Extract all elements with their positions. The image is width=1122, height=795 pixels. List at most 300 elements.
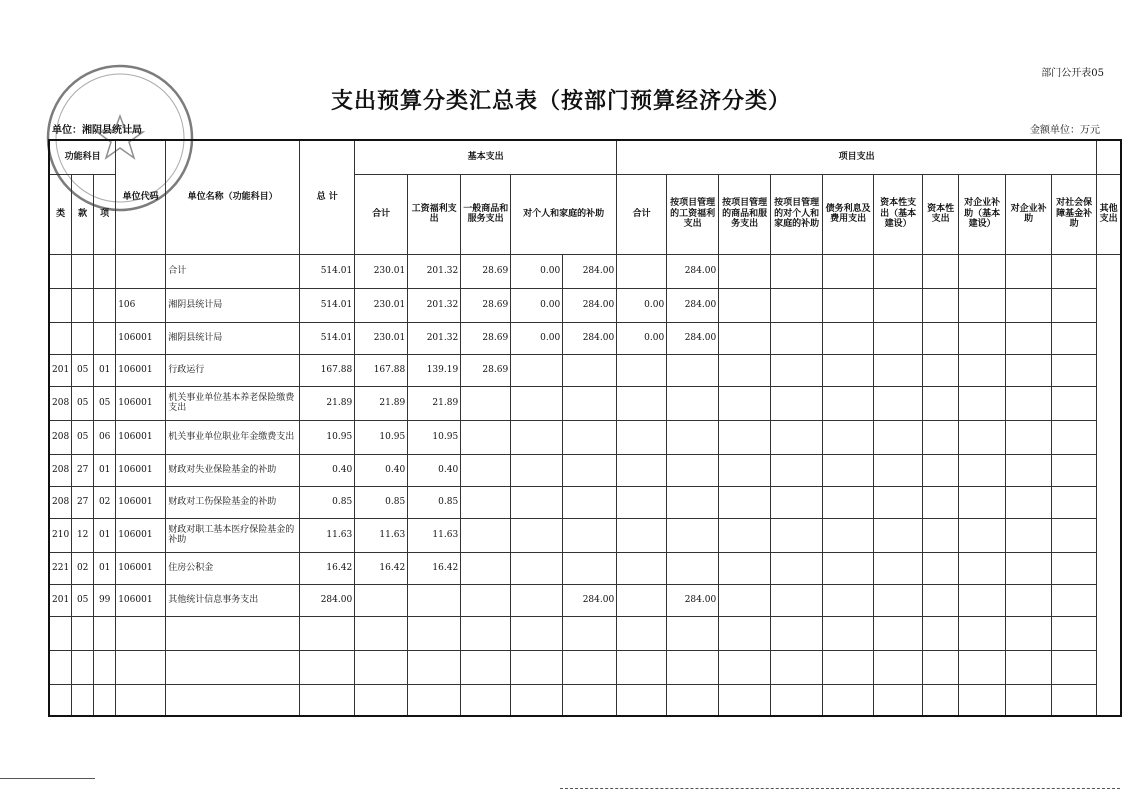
cell-value [617, 486, 667, 518]
cell-value [823, 420, 874, 454]
cell-lei [49, 650, 72, 684]
cell-kuan [72, 254, 94, 288]
cell-value [771, 584, 823, 616]
cell-value [771, 552, 823, 584]
cell-unit-name [166, 650, 300, 684]
cell-value [719, 518, 771, 552]
cell-value [511, 518, 563, 552]
cell-value [771, 518, 823, 552]
cell-lei: 221 [49, 552, 72, 584]
cell-value [461, 684, 511, 716]
cell-value [874, 486, 923, 518]
cell-xiang: 05 [94, 386, 116, 420]
cell-value [771, 354, 823, 386]
cell-value [959, 584, 1006, 616]
cell-value [1006, 584, 1052, 616]
cell-value [667, 518, 719, 552]
scan-line-left [0, 778, 95, 779]
cell-kuan: 27 [72, 454, 94, 486]
cell-value [408, 650, 461, 684]
table-row [49, 420, 1121, 454]
cell-value [1052, 288, 1097, 322]
cell-kuan [72, 288, 94, 322]
cell-value [1006, 354, 1052, 386]
cell-value [874, 322, 923, 354]
table-row [49, 486, 1121, 518]
cell-value [923, 288, 959, 322]
cell-value [874, 254, 923, 288]
cell-value [300, 616, 355, 650]
cell-value [959, 420, 1006, 454]
cell-value [874, 684, 923, 716]
budget-table [48, 139, 1122, 717]
cell-value: 21.89 [300, 386, 355, 420]
cell-xiang [94, 254, 116, 288]
cell-value [1006, 552, 1052, 584]
cell-value [874, 420, 923, 454]
cell-lei [49, 322, 72, 354]
cell-value [874, 454, 923, 486]
cell-value: 11.63 [300, 518, 355, 552]
cell-value [617, 584, 667, 616]
cell-value [823, 486, 874, 518]
cell-value [617, 420, 667, 454]
cell-value [771, 684, 823, 716]
header-project-enterprise-construction: 对企业补助（基本建设） [959, 174, 1006, 254]
cell-value [617, 616, 667, 650]
cell-kuan [72, 650, 94, 684]
cell-value [771, 420, 823, 454]
cell-unit-code [116, 684, 166, 716]
cell-value [408, 616, 461, 650]
cell-value [823, 518, 874, 552]
cell-value [408, 584, 461, 616]
cell-value [300, 684, 355, 716]
cell-value [771, 322, 823, 354]
cell-value [771, 386, 823, 420]
cell-value: 167.88 [300, 354, 355, 386]
cell-value [511, 386, 563, 420]
cell-xiang: 01 [94, 354, 116, 386]
cell-value: 16.42 [300, 552, 355, 584]
cell-value: 16.42 [355, 552, 408, 584]
cell-value [923, 684, 959, 716]
cell-value [823, 354, 874, 386]
cell-value [874, 584, 923, 616]
cell-value [771, 454, 823, 486]
cell-kuan [72, 322, 94, 354]
cell-xiang: 01 [94, 454, 116, 486]
header-project-capital: 资本性支出 [923, 174, 959, 254]
cell-value: 284.00 [563, 288, 617, 322]
cell-value [511, 354, 563, 386]
cell-value: 230.01 [355, 322, 408, 354]
cell-value: 284.00 [563, 584, 617, 616]
cell-value [461, 454, 511, 486]
cell-value [823, 254, 874, 288]
cell-value [1052, 486, 1097, 518]
cell-value [823, 454, 874, 486]
cell-value [719, 454, 771, 486]
cell-value [511, 552, 563, 584]
cell-xiang [94, 288, 116, 322]
cell-value [874, 518, 923, 552]
cell-value [959, 454, 1006, 486]
cell-value [461, 552, 511, 584]
cell-value [771, 254, 823, 288]
cell-xiang [94, 650, 116, 684]
header-project-other: 其他支出 [1097, 174, 1121, 254]
cell-unit-code [116, 650, 166, 684]
cell-value [823, 584, 874, 616]
cell-value [667, 684, 719, 716]
cell-value [1006, 486, 1052, 518]
cell-value [617, 454, 667, 486]
cell-unit-code: 106 [116, 288, 166, 322]
cell-unit-name: 机关事业单位职业年金缴费支出 [166, 420, 300, 454]
cell-value [563, 454, 617, 486]
header-project-goods: 按项目管理的商品和服务支出 [719, 174, 771, 254]
cell-value: 284.00 [563, 322, 617, 354]
cell-value [823, 552, 874, 584]
cell-value [959, 322, 1006, 354]
cell-value [1006, 518, 1052, 552]
cell-xiang [94, 616, 116, 650]
cell-unit-name: 行政运行 [166, 354, 300, 386]
cell-unit-code: 106001 [116, 552, 166, 584]
cell-xiang: 06 [94, 420, 116, 454]
cell-unit-code [116, 616, 166, 650]
header-project-social-security: 对社会保障基金补助 [1052, 174, 1097, 254]
cell-value [771, 650, 823, 684]
cell-value [667, 616, 719, 650]
cell-value [1052, 684, 1097, 716]
cell-value [923, 420, 959, 454]
cell-value [563, 354, 617, 386]
cell-value [719, 584, 771, 616]
cell-value [1006, 454, 1052, 486]
cell-value [719, 322, 771, 354]
scan-line-right [560, 788, 1120, 789]
cell-value [874, 288, 923, 322]
cell-kuan: 05 [72, 386, 94, 420]
cell-value [1006, 650, 1052, 684]
cell-value [771, 288, 823, 322]
cell-value [923, 354, 959, 386]
cell-value [959, 288, 1006, 322]
cell-value [959, 518, 1006, 552]
cell-lei: 201 [49, 354, 72, 386]
cell-value [1006, 616, 1052, 650]
header-lei: 类 [49, 174, 72, 254]
cell-value [959, 684, 1006, 716]
cell-value [355, 584, 408, 616]
cell-value: 10.95 [408, 420, 461, 454]
cell-value [959, 386, 1006, 420]
cell-value [1006, 386, 1052, 420]
cell-value [617, 254, 667, 288]
cell-value [1052, 616, 1097, 650]
cell-value [617, 552, 667, 584]
cell-value [300, 650, 355, 684]
cell-value [667, 420, 719, 454]
header-project-personal: 按项目管理的对个人和家庭的补助 [771, 174, 823, 254]
table-row [49, 584, 1121, 616]
cell-value: 284.00 [563, 254, 617, 288]
cell-value [511, 420, 563, 454]
cell-value [563, 486, 617, 518]
cell-value: 0.85 [408, 486, 461, 518]
cell-value: 0.00 [617, 288, 667, 322]
cell-value: 10.95 [300, 420, 355, 454]
table-row [49, 616, 1121, 650]
cell-value [959, 552, 1006, 584]
cell-value [959, 354, 1006, 386]
cell-value [617, 518, 667, 552]
cell-value [667, 650, 719, 684]
cell-unit-code: 106001 [116, 518, 166, 552]
cell-value [923, 650, 959, 684]
cell-unit-name: 机关事业单位基本养老保险缴费支出 [166, 386, 300, 420]
cell-value [823, 684, 874, 716]
cell-value [874, 354, 923, 386]
page-title: 支出预算分类汇总表（按部门预算经济分类） [330, 88, 791, 114]
cell-kuan: 05 [72, 420, 94, 454]
cell-kuan: 27 [72, 486, 94, 518]
cell-value [719, 386, 771, 420]
cell-value [1006, 288, 1052, 322]
unit-label: 单位：湘阴县统计局 [52, 125, 142, 136]
cell-value [667, 386, 719, 420]
cell-value: 0.00 [511, 254, 563, 288]
table-row [49, 288, 1121, 322]
cell-value [667, 454, 719, 486]
cell-value [1052, 454, 1097, 486]
cell-value [1052, 420, 1097, 454]
cell-value: 514.01 [300, 254, 355, 288]
cell-unit-name: 湘阴县统计局 [166, 322, 300, 354]
form-id: 部门公开表05 [1041, 68, 1104, 79]
cell-value: 201.32 [408, 322, 461, 354]
cell-value [355, 650, 408, 684]
cell-value: 284.00 [300, 584, 355, 616]
cell-value [667, 486, 719, 518]
cell-value [1006, 684, 1052, 716]
header-total: 总 计 [300, 140, 355, 254]
cell-lei: 201 [49, 584, 72, 616]
cell-value [719, 288, 771, 322]
cell-lei: 210 [49, 518, 72, 552]
cell-value: 28.69 [461, 254, 511, 288]
cell-value: 0.40 [408, 454, 461, 486]
header-project: 项目支出 [617, 140, 1097, 174]
cell-unit-name: 住房公积金 [166, 552, 300, 584]
header-unit-name: 单位名称（功能科目） [166, 140, 300, 254]
table-row [49, 552, 1121, 584]
cell-value [408, 684, 461, 716]
cell-value [719, 650, 771, 684]
cell-value [719, 254, 771, 288]
cell-value [923, 584, 959, 616]
cell-value [563, 386, 617, 420]
cell-value [719, 354, 771, 386]
table-row [49, 684, 1121, 716]
cell-value: 11.63 [408, 518, 461, 552]
cell-value [923, 552, 959, 584]
cell-value: 28.69 [461, 288, 511, 322]
header-project-total: 合计 [617, 174, 667, 254]
cell-unit-code [116, 254, 166, 288]
header-basic-goods: 一般商品和服务支出 [461, 174, 511, 254]
amount-unit: 金额单位：万元 [1030, 125, 1100, 136]
cell-value [355, 616, 408, 650]
cell-value [1052, 322, 1097, 354]
cell-unit-code: 106001 [116, 454, 166, 486]
cell-value [461, 486, 511, 518]
cell-value [511, 486, 563, 518]
cell-lei: 208 [49, 486, 72, 518]
cell-value [923, 454, 959, 486]
cell-lei: 208 [49, 420, 72, 454]
cell-value: 28.69 [461, 354, 511, 386]
cell-value [959, 616, 1006, 650]
cell-value [1052, 386, 1097, 420]
cell-lei: 208 [49, 386, 72, 420]
cell-value: 10.95 [355, 420, 408, 454]
table-row [49, 518, 1121, 552]
cell-kuan [72, 616, 94, 650]
cell-kuan: 05 [72, 584, 94, 616]
cell-value [719, 486, 771, 518]
cell-unit-name: 其他统计信息事务支出 [166, 584, 300, 616]
cell-value: 284.00 [667, 322, 719, 354]
cell-value [1052, 552, 1097, 584]
cell-value [511, 584, 563, 616]
cell-value: 167.88 [355, 354, 408, 386]
header-basic-wage: 工资福利支出 [408, 174, 461, 254]
cell-value [563, 650, 617, 684]
cell-value: 11.63 [355, 518, 408, 552]
cell-value: 284.00 [667, 254, 719, 288]
cell-value: 284.00 [667, 288, 719, 322]
cell-value [823, 288, 874, 322]
cell-value [959, 650, 1006, 684]
cell-value [355, 684, 408, 716]
cell-value [923, 254, 959, 288]
cell-unit-name: 财政对工伤保险基金的补助 [166, 486, 300, 518]
cell-value [461, 420, 511, 454]
cell-value: 0.00 [511, 322, 563, 354]
cell-value [923, 486, 959, 518]
cell-value: 0.85 [300, 486, 355, 518]
cell-value: 139.19 [408, 354, 461, 386]
cell-xiang: 01 [94, 552, 116, 584]
cell-value [923, 322, 959, 354]
table-row [49, 650, 1121, 684]
cell-unit-code: 106001 [116, 354, 166, 386]
cell-value [461, 616, 511, 650]
table-row [49, 386, 1121, 420]
cell-value [461, 518, 511, 552]
cell-value [461, 584, 511, 616]
cell-value: 514.01 [300, 288, 355, 322]
cell-lei [49, 616, 72, 650]
cell-value [923, 616, 959, 650]
cell-value: 16.42 [408, 552, 461, 584]
header-project-capital-construction: 资本性支出（基本建设） [874, 174, 923, 254]
cell-value [874, 552, 923, 584]
cell-value [617, 354, 667, 386]
cell-unit-code: 106001 [116, 322, 166, 354]
cell-value [511, 650, 563, 684]
cell-value [719, 552, 771, 584]
cell-xiang [94, 684, 116, 716]
cell-lei [49, 684, 72, 716]
cell-value [511, 616, 563, 650]
cell-unit-name: 财政对职工基本医疗保险基金的补助 [166, 518, 300, 552]
cell-value [667, 552, 719, 584]
cell-value: 21.89 [355, 386, 408, 420]
cell-value [563, 616, 617, 650]
cell-value [823, 322, 874, 354]
cell-xiang [94, 322, 116, 354]
cell-value [771, 616, 823, 650]
cell-value [667, 354, 719, 386]
cell-value [511, 454, 563, 486]
cell-unit-code: 106001 [116, 584, 166, 616]
cell-value [1006, 254, 1052, 288]
cell-value [1006, 420, 1052, 454]
header-kuan: 款 [72, 174, 94, 254]
cell-value [1052, 650, 1097, 684]
cell-value [1052, 254, 1097, 288]
cell-value: 201.32 [408, 288, 461, 322]
cell-unit-name [166, 684, 300, 716]
cell-unit-name [166, 616, 300, 650]
table-row [49, 322, 1121, 354]
header-func-subject: 功能科目 [49, 140, 116, 174]
cell-unit-code: 106001 [116, 486, 166, 518]
cell-value: 28.69 [461, 322, 511, 354]
header-basic: 基本支出 [355, 140, 617, 174]
header-basic-total: 合计 [355, 174, 408, 254]
cell-kuan: 02 [72, 552, 94, 584]
cell-kuan: 05 [72, 354, 94, 386]
cell-value [771, 486, 823, 518]
cell-kuan [72, 684, 94, 716]
cell-xiang: 02 [94, 486, 116, 518]
cell-kuan: 12 [72, 518, 94, 552]
cell-value [617, 386, 667, 420]
cell-value [617, 684, 667, 716]
table-row [49, 354, 1121, 386]
cell-value [823, 650, 874, 684]
cell-value: 0.00 [617, 322, 667, 354]
cell-unit-name: 合计 [166, 254, 300, 288]
cell-value [461, 650, 511, 684]
cell-unit-code: 106001 [116, 420, 166, 454]
cell-value [923, 518, 959, 552]
cell-value [1006, 322, 1052, 354]
cell-value [874, 616, 923, 650]
table-row [49, 254, 1121, 288]
header-project-debt: 债务利息及费用支出 [823, 174, 874, 254]
cell-value [959, 254, 1006, 288]
cell-value [959, 486, 1006, 518]
cell-value [563, 552, 617, 584]
cell-value: 21.89 [408, 386, 461, 420]
cell-value: 284.00 [667, 584, 719, 616]
